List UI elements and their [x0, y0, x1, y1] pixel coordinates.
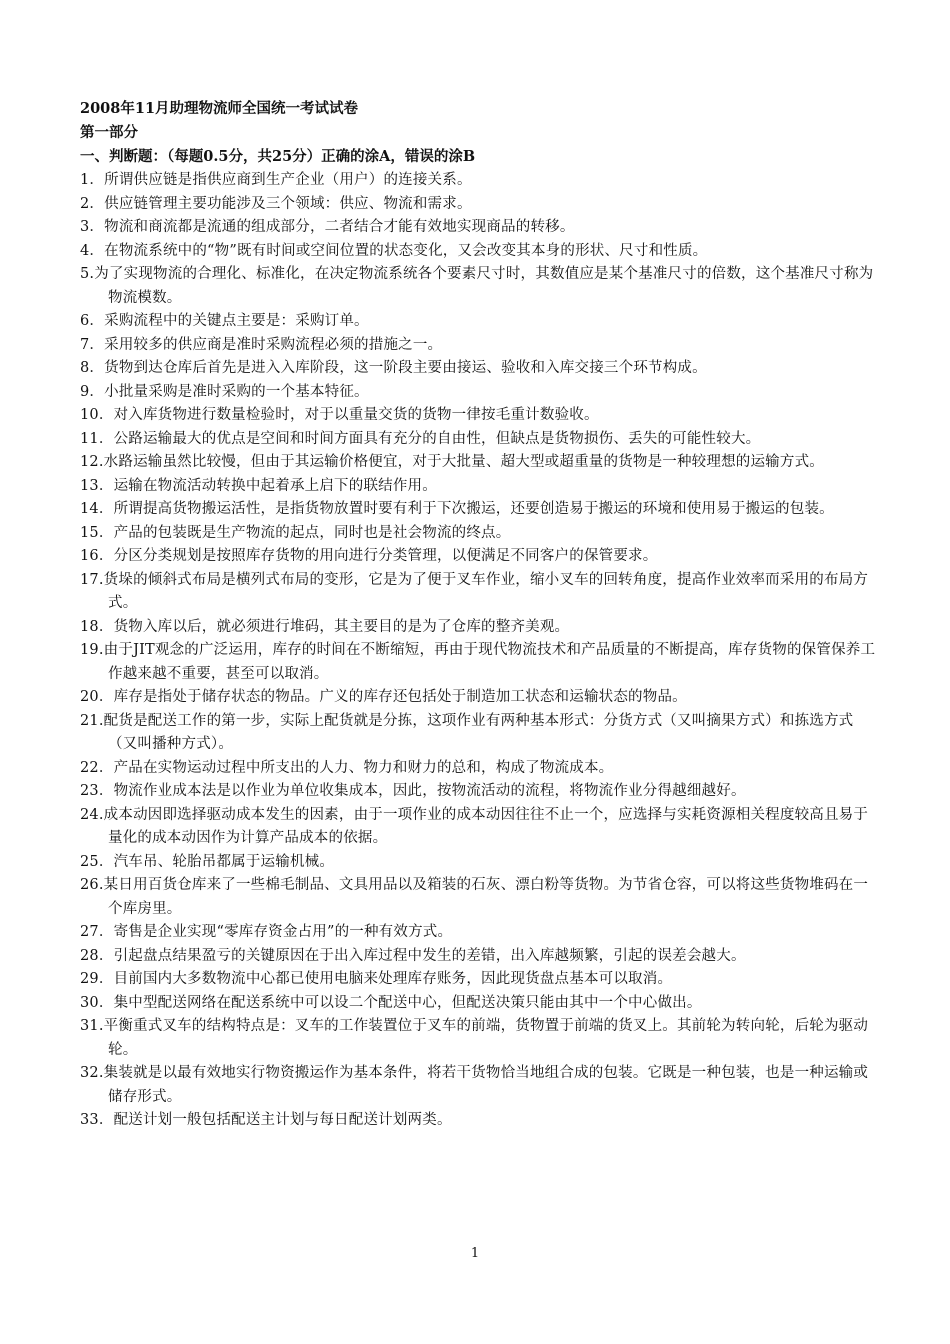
question-text: 采用较多的供应商是准时采购流程必须的措施之一。: [104, 336, 443, 353]
question-item: [80, 804, 880, 851]
question-number: 3．: [80, 219, 105, 235]
question-item: [80, 968, 880, 992]
question-number: 17.: [80, 571, 104, 588]
question-text: 货物到达仓库后首先是进入入库阶段，这一阶段主要由接运、验收和入库交接三个环节构成。: [104, 360, 707, 376]
section-heading: 一、判断题：（每题0.5分，共25分）正确的涂A，错误的涂B: [80, 148, 476, 165]
question-text: 目前国内大多数物流中心都已使用电脑来处理库存账务，因此现货盘点基本可以取消。: [113, 971, 673, 987]
question-number: 30．: [80, 994, 114, 1011]
question-item: [80, 1015, 880, 1062]
question-item: [80, 310, 880, 334]
question-text: 引起盘点结果盈亏的关键原因在于出入库过程中发生的差错，出入库越频繁，引起的误差会越大。: [113, 947, 746, 964]
question-text: 为了实现物流的合理化、标准化，在决定物流系统各个要素尺寸时，其数值应是某个基准尺寸的倍数，这个基准尺寸称为物流模数。: [94, 266, 874, 306]
question-text: 配货是配送工作的第一步，实际上配货就是分拣，这项作业有两种基本形式：分货方式（又叫摘果方式）和拣选方式（又叫播种方式）。: [103, 712, 854, 752]
question-text: 产品的包装既是生产物流的起点，同时也是社会物流的终点。: [113, 524, 511, 541]
question-item: [80, 1062, 880, 1109]
question-text: 小批量采购是准时采购的一个基本特征。: [104, 383, 369, 400]
question-item: [80, 357, 880, 381]
question-item: [80, 710, 880, 757]
question-list: [80, 169, 880, 1133]
question-number: 15．: [80, 524, 114, 541]
question-item: [80, 780, 880, 804]
question-item: [80, 874, 880, 921]
question-item: [80, 498, 880, 522]
question-item: [80, 263, 880, 310]
question-text: 库存是指处于储存状态的物品。广义的库存还包括处于制造加工状态和运输状态的物品。: [113, 689, 687, 705]
question-text: 所谓提高货物搬运活性，是指货物放置时要有利于下次搬运，还要创造易于搬运的环境和使用易于搬运的包装。: [113, 501, 834, 517]
question-number: 9．: [80, 383, 105, 400]
question-item: [80, 169, 880, 193]
question-item: [80, 193, 880, 217]
question-number: 25．: [80, 853, 114, 870]
question-number: 31.: [80, 1018, 104, 1034]
question-text: 货垛的倾斜式布局是横列式布局的变形，它是为了便于叉车作业，缩小叉车的回转角度，提高作业效率而采用的布局方式。: [103, 571, 869, 611]
question-text: 集装就是以最有效地实行物资搬运作为基本条件，将若干货物恰当地组合成的包装。它既是一种包装，也是一种运输或储存形式。: [103, 1065, 869, 1105]
question-item: [80, 451, 880, 475]
question-number: 16．: [80, 548, 114, 564]
question-item: [80, 522, 880, 546]
exam-title: 2008年11月助理物流师全国统一考试试卷: [80, 100, 359, 117]
question-text: 分区分类规划是按照库存货物的用向进行分类管理，以便满足不同客户的保管要求。: [113, 548, 658, 564]
question-number: 24.: [80, 806, 104, 823]
question-number: 12.: [80, 454, 104, 470]
question-text: 集中型配送网络在配送系统中可以设二个配送中心，但配送决策只能由其中一个中心做出。: [113, 994, 702, 1011]
question-number: 5.: [80, 266, 95, 282]
question-item: [80, 945, 880, 969]
question-number: 21.: [80, 712, 104, 729]
question-number: 32.: [80, 1065, 104, 1081]
question-number: 20．: [80, 689, 114, 705]
question-item: [80, 240, 880, 264]
question-item: [80, 639, 880, 686]
question-text: 由于JIT观念的广泛运用，库存的时间在不断缩短，再由于现代物流技术和产品质量的不断提高，库存货物的保管保养工作越来越不重要，甚至可以取消。: [103, 642, 876, 682]
question-text: 公路运输最大的优点是空间和时间方面具有充分的自由性，但缺点是货物损伤、丢失的可能性较大。: [113, 430, 761, 447]
question-text: 供应链管理主要功能涉及三个领域：供应、物流和需求。: [104, 195, 472, 212]
question-text: 物流和商流都是流通的组成部分，二者结合才能有效地实现商品的转移。: [104, 219, 575, 235]
question-number: 27．: [80, 924, 114, 940]
question-text: 物流作业成本法是以作业为单位收集成本，因此，按物流活动的流程，将物流作业分得越细越好。: [113, 783, 746, 799]
question-number: 4．: [80, 242, 105, 259]
question-text: 产品在实物运动过程中所支出的人力、物力和财力的总和，构成了物流成本。: [113, 759, 614, 776]
question-number: 8．: [80, 360, 105, 376]
question-text: 所谓供应链是指供应商到生产企业（用户）的连接关系。: [104, 172, 472, 188]
question-text: 在物流系统中的“物”既有时间或空间位置的状态变化，又会改变其本身的形状、尺寸和性质。: [104, 242, 708, 259]
question-item: [80, 334, 880, 358]
question-item: [80, 686, 880, 710]
question-text: 平衡重式叉车的结构特点是：叉车的工作装置位于叉车的前端，货物置于前端的货叉上。其前轮为转向轮，后轮为驱动轮。: [103, 1018, 869, 1058]
question-text: 采购流程中的关键点主要是：采购订单。: [104, 313, 369, 329]
question-number: 22．: [80, 759, 114, 776]
question-item: [80, 757, 880, 781]
question-text: 货物入库以后，就必须进行堆码，其主要目的是为了仓库的整齐美观。: [113, 618, 570, 635]
document-content: [80, 97, 880, 1133]
question-text: 水路运输虽然比较慢，但由于其运输价格便宜，对于大批量、超大型或超重量的货物是一种较理想的运输方式。: [103, 454, 824, 470]
question-number: 2．: [80, 195, 105, 212]
question-text: 成本动因即选择驱动成本发生的因素，由于一项作业的成本动因往往不止一个，应选择与实耗资源相关程度较高且易于量化的成本动因作为计算产品成本的依据。: [103, 806, 869, 846]
question-number: 28．: [80, 947, 114, 964]
question-item: [80, 428, 880, 452]
question-number: 1．: [80, 172, 105, 188]
question-text: 对入库货物进行数量检验时，对于以重量交货的货物一律按毛重计数验收。: [113, 407, 599, 423]
question-item: [80, 569, 880, 616]
question-item: [80, 216, 880, 240]
question-item: [80, 1109, 880, 1133]
question-number: 10．: [80, 407, 114, 423]
page-number: 1: [470, 1246, 480, 1261]
question-item: [80, 404, 880, 428]
question-number: 19.: [80, 642, 104, 658]
question-item: [80, 992, 880, 1016]
question-number: 23．: [80, 783, 114, 799]
question-number: 33．: [80, 1112, 114, 1128]
question-text: 汽车吊、轮胎吊都属于运输机械。: [113, 853, 335, 870]
question-text: 运输在物流活动转换中起着承上启下的联结作用。: [113, 477, 437, 494]
question-number: 13．: [80, 477, 114, 494]
question-item: [80, 851, 880, 875]
question-item: [80, 475, 880, 499]
question-item: [80, 921, 880, 945]
question-item: [80, 381, 880, 405]
question-text: 配送计划一般包括配送主计划与每日配送计划两类。: [113, 1112, 452, 1128]
question-number: 26.: [80, 877, 104, 893]
question-text: 寄售是企业实现“零库存资金占用”的一种有效方式。: [113, 924, 453, 940]
question-item: [80, 545, 880, 569]
question-number: 11．: [80, 430, 114, 447]
question-number: 29．: [80, 971, 114, 987]
question-text: 某日用百货仓库来了一些棉毛制品、文具用品以及箱装的石灰、漂白粉等货物。为节省仓容，可以将这些货物堆码在一个库房里。: [103, 877, 869, 917]
question-number: 6．: [80, 313, 105, 329]
part-heading: 第一部分: [80, 124, 138, 141]
question-number: 18．: [80, 618, 114, 635]
question-number: 7．: [80, 336, 105, 353]
question-number: 14．: [80, 501, 114, 517]
question-item: [80, 616, 880, 640]
